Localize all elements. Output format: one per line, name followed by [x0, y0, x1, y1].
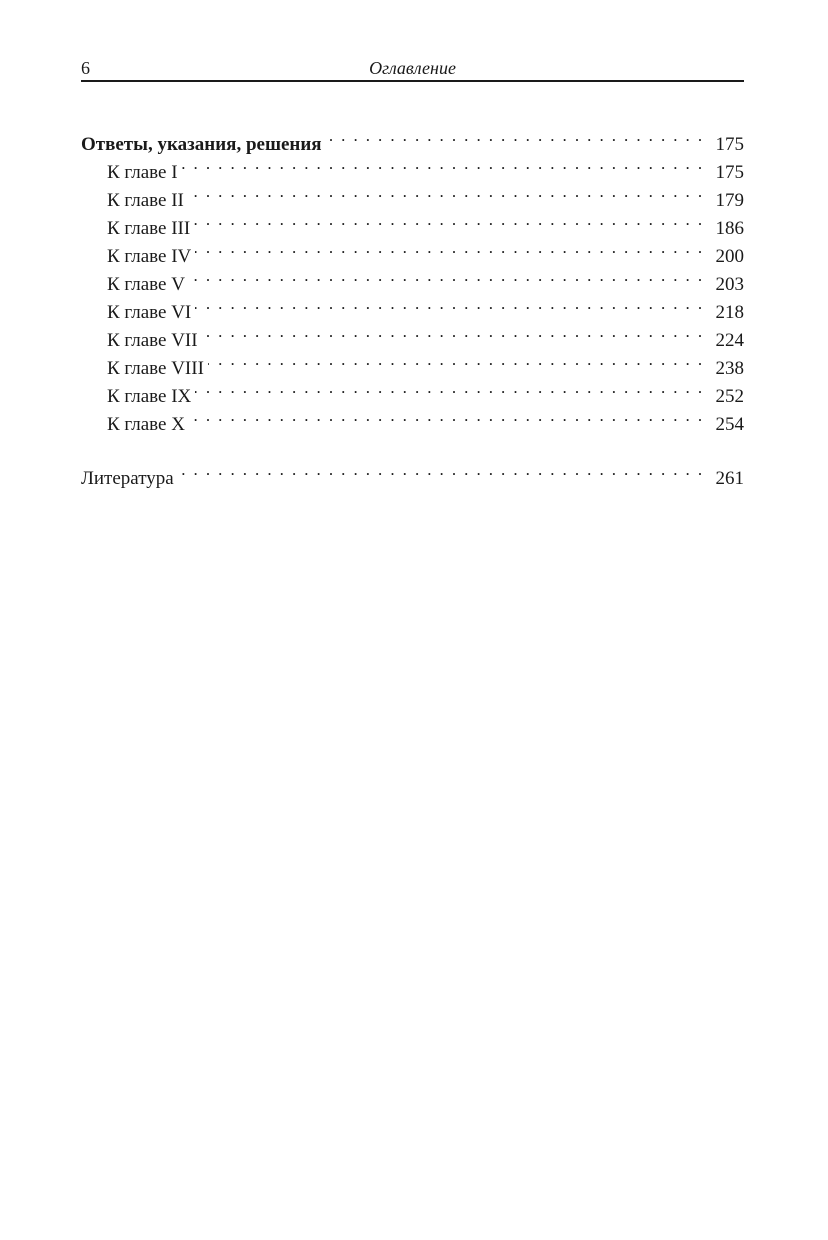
toc-entry-title: К главе III — [107, 218, 191, 239]
toc-entry-page: 179 — [715, 190, 744, 211]
dot-leader — [194, 206, 704, 234]
toc-entry-page: 218 — [715, 302, 744, 323]
toc-entry-title: К главе I — [107, 162, 178, 183]
dot-leader — [189, 402, 704, 430]
toc-entry-page: 175 — [715, 134, 744, 155]
toc-entry-page: 254 — [715, 414, 744, 435]
toc-entry-answers[interactable] — [81, 122, 744, 155]
toc-entry-title: К главе II — [107, 190, 184, 211]
running-title: Оглавление — [369, 58, 456, 78]
toc-entry-page: 224 — [715, 330, 744, 351]
dot-leader — [182, 150, 704, 178]
toc-entry-title: К главе VII — [107, 330, 198, 351]
table-of-contents — [81, 122, 744, 489]
toc-entry-title: К главе IV — [107, 246, 192, 267]
dot-leader — [195, 374, 704, 402]
toc-entry-title: К главе X — [107, 414, 185, 435]
page-number: 6 — [81, 58, 90, 78]
dot-leader — [188, 178, 704, 206]
toc-entry-title: К главе VIII — [107, 358, 204, 379]
toc-entry-page: 252 — [715, 386, 744, 407]
toc-entry-page: 175 — [715, 162, 744, 183]
dot-leader — [195, 234, 704, 262]
dot-leader — [195, 290, 704, 318]
toc-entry-title: Литература — [81, 468, 174, 489]
dot-leader — [189, 262, 704, 290]
running-header — [81, 56, 744, 82]
toc-entry-page: 261 — [715, 468, 744, 489]
dot-leader — [202, 318, 704, 346]
toc-entry-page: 203 — [715, 274, 744, 295]
toc-entry-chapter-2[interactable] — [81, 178, 744, 211]
dot-leader — [208, 346, 704, 374]
dot-leader — [178, 456, 704, 484]
toc-entry-title: Ответы, указания, решения — [81, 134, 322, 155]
dot-leader — [326, 122, 704, 150]
toc-entry-title: К главе VI — [107, 302, 192, 323]
toc-entry-page: 238 — [715, 358, 744, 379]
toc-entry-page: 200 — [715, 246, 744, 267]
toc-entry-page: 186 — [715, 218, 744, 239]
toc-entry-title: К главе V — [107, 274, 185, 295]
toc-entry-literature[interactable] — [81, 456, 744, 489]
toc-entry-title: К главе IX — [107, 386, 192, 407]
